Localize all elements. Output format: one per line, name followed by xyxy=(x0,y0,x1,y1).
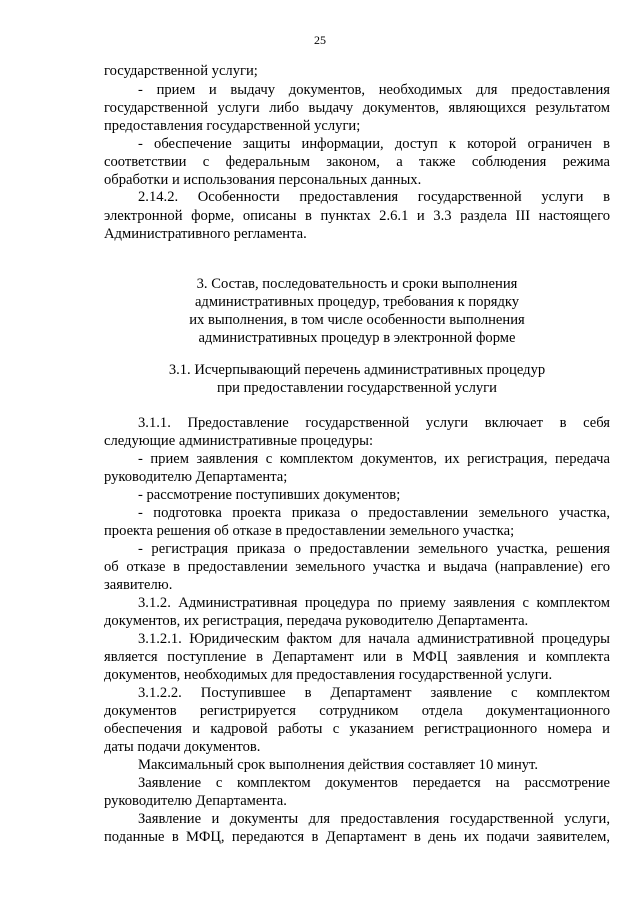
section-heading: 3. Состав, последовательность и сроки выполнения xyxy=(196,276,518,292)
subsection-heading: при предоставлении государственной услуги xyxy=(217,380,497,396)
subsection-heading: 3.1. Исчерпывающий перечень административных процедур xyxy=(168,362,546,378)
text-line: государственной услуги; xyxy=(104,63,258,79)
text-line: электронной форме, описаны в пунктах 2.6.1 и 3.3 раздела III настоящего xyxy=(104,208,610,224)
text-line: Административного регламента. xyxy=(104,226,307,242)
text-line: - подготовка проекта приказа о предоставлении земельного участка, xyxy=(138,505,610,521)
text-line: - регистрация приказа о предоставлении земельного участка, решения xyxy=(138,541,610,557)
text-line: 3.1.1. Предоставление государственной услуги включает в себя xyxy=(138,415,610,431)
section-heading: административных процедур в электронной форме xyxy=(198,330,516,346)
text-line: 3.1.2.2. Поступившее в Департамент заявление с комплектом xyxy=(138,685,610,701)
text-line: даты подачи документов. xyxy=(104,739,261,755)
section-heading: административных процедур, требования к порядку xyxy=(194,294,520,310)
text-line: предоставления государственной услуги; xyxy=(104,118,361,134)
text-line: является поступление в Департамент или в МФЦ заявления и комплекта xyxy=(104,649,610,665)
text-line: обработки и использования персональных данных. xyxy=(104,172,422,188)
text-line: - прием и выдачу документов, необходимых для предоставления xyxy=(138,82,610,98)
section-heading: их выполнения, в том числе особенности выполнения xyxy=(189,312,525,328)
text-line: соответствии с федеральным законом, а также соблюдения режима xyxy=(104,154,610,170)
text-line: государственной услуги либо выдачу документов, являющихся результатом xyxy=(104,100,610,116)
text-line: - обеспечение защиты информации, доступ к которой ограничен в xyxy=(138,136,610,152)
text-line: обеспечения и кадровой работы с указанием регистрационного номера и xyxy=(104,721,610,737)
text-line: заявителю. xyxy=(104,577,173,593)
text-line: документов, их регистрация, передача руководителю Департамента. xyxy=(104,613,529,629)
text-line: - прием заявления с комплектом документов, их регистрация, передача xyxy=(138,451,610,467)
text-line: - рассмотрение поступивших документов; xyxy=(138,487,401,503)
text-line: руководителю Департамента; xyxy=(104,469,288,485)
text-line: об отказе в предоставлении земельного участка и выдача (направление) его xyxy=(104,559,610,575)
text-line: следующие административные процедуры: xyxy=(104,433,374,449)
page-number: 25 xyxy=(314,33,326,47)
text-line: Заявление и документы для предоставления государственной услуги, xyxy=(138,811,610,827)
text-line: проекта решения об отказе в предоставлении земельного участка; xyxy=(104,523,515,539)
text-line: документов, необходимых для предоставления государственной услуги. xyxy=(104,667,553,683)
text-line: документов регистрируется сотрудником отдела документационного xyxy=(104,703,610,719)
text-line: 3.1.2.1. Юридическим фактом для начала административной процедуры xyxy=(138,631,610,647)
text-line: поданные в МФЦ, передаются в Департамент в день их подачи заявителем, xyxy=(104,829,610,845)
text-line: руководителю Департамента. xyxy=(104,793,287,809)
text-line: 3.1.2. Административная процедура по приему заявления с комплектом xyxy=(138,595,610,611)
text-line: Заявление с комплектом документов передается на рассмотрение xyxy=(138,775,610,791)
text-line: 2.14.2. Особенности предоставления государственной услуги в xyxy=(138,189,610,205)
text-line: Максимальный срок выполнения действия составляет 10 минут. xyxy=(138,757,538,773)
